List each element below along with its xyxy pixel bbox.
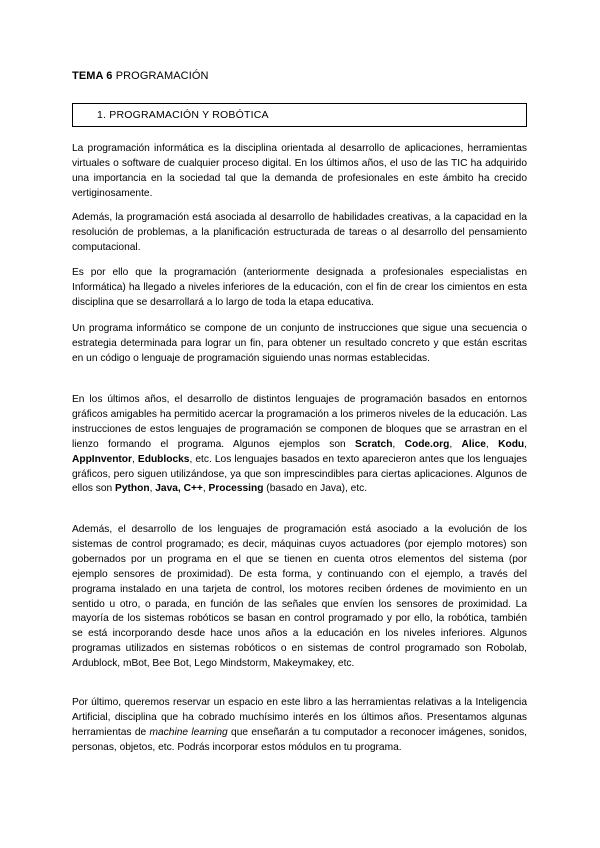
language-java: Java, (155, 483, 181, 495)
chapter-heading (72, 70, 209, 82)
text-segment: Por último, queremos reservar un espacio en este libro a las herramientas relativas a la Inteligencia Artificial, disciplina que ha cobrado muchísimo interés en los últimos años. Presentamos algunas herramientas de (72, 697, 527, 738)
text-segment: que enseñarán a tu computador a reconocer imágenes, sonidos, personas, objetos, etc. Podrás incorporar estos módulos en tu programa. (72, 726, 527, 753)
language-scratch: Scratch (355, 438, 393, 450)
language-python: Python (115, 483, 150, 495)
paragraph-2: Además, la programación está asociada al desarrollo de habilidades creativas, a la capacidad en la resolución de problemas, a la planificación estructurada de tareas o al desarrollo del pensamiento computacional. (72, 212, 527, 253)
paragraph-3: Es por ello que la programación (anteriormente designada a profesionales especialistas en Informática) ha llegado a niveles inferiores de la educación, con el fin de crear los cimientos en esta disciplina que se desarrollará a lo largo de toda la etapa educativa. (72, 267, 527, 308)
section-heading-box (72, 103, 527, 127)
paragraph-7 (72, 696, 527, 756)
paragraph-6: Además, el desarrollo de los lenguajes de programación está asociado a la evolución de los sistemas de control programado; es decir, máquinas cuyos actuadores (por ejemplo motores) son gobernados por un programa en el que se tienen en cuenta otros elementos del sistema (por ejemplo sensores de proximidad). De esta forma, y continuando con el ejemplo, a través del programa instalado en una tarjeta de control, los motores reciben órdenes de movimiento en un sentido u otro, o parada, en función de las señales que envíen los sensores de proximidad. La mayoría de los sistemas robóticos se basan en control programado y por ello, la robótica, también se está incorporando desde hace unos años a la educación en los niveles inferiores. Algunos programas utilizados en sistemas robóticos o en sistemas de control programado son Robolab, Ardublock, mBot, Bee Bot, Lego Mindstorm, Makeymakey, etc. (72, 524, 527, 670)
separator: , (392, 438, 405, 450)
paragraph-4: Un programa informático se compone de un conjunto de instrucciones que sigue una secuencia o estrategia determinada para lograr un fin, para obtener un resultado concreto y que están escritas en un código o lenguaje de programación siguiendo unas normas establecidas. (72, 323, 527, 364)
separator: , (485, 438, 499, 450)
language-processing: Processing (208, 483, 264, 495)
italic-term: machine learning (149, 726, 228, 738)
paragraph-5 (72, 393, 527, 497)
text-segment: , etc. Los lenguajes basados en texto aparecieron antes que los lenguajes gráficos, pero siguen utilizándose, ya que son imprescindibles para ciertas aplicaciones. Algunos de ellos son (72, 453, 527, 495)
separator: , (149, 483, 156, 495)
language-edublocks: Edublocks (137, 453, 190, 465)
language-alice: Alice (461, 438, 486, 450)
language-appinventor: AppInventor (72, 453, 132, 465)
section-title: 1. PROGRAMACIÓN Y ROBÓTICA (97, 109, 269, 121)
text-segment: En los últimos años, el desarrollo de distintos lenguajes de programación basados en entornos gráficos amigables ha permitido acercar la programación a los primeros niveles de la educación. Las instrucciones de estos lenguajes de programación se componen de bloques que se arrastran en el lienzo formando el programa. Algunos ejemplos son (72, 394, 527, 450)
separator: , (132, 453, 138, 465)
language-code-org: Code.org (404, 438, 450, 450)
chapter-title: PROGRAMACIÓN (115, 70, 209, 82)
language-kodu: Kodu (498, 438, 525, 450)
language-cpp: C++ (183, 483, 203, 495)
paragraph-1: La programación informática es la disciplina orientada al desarrollo de aplicaciones, herramientas virtuales o software de cualquier proceso digital. En los últimos años, el uso de las TIC ha adquirido una importancia en la sociedad tal que la demanda de profesionales en este ámbito ha crecido vertiginosamente. (72, 143, 527, 199)
text-segment: (basado en Java), etc. (263, 483, 368, 495)
chapter-number: TEMA 6 (72, 70, 113, 82)
separator: , (449, 438, 462, 450)
separator: , (202, 483, 209, 495)
separator: , (524, 438, 527, 450)
